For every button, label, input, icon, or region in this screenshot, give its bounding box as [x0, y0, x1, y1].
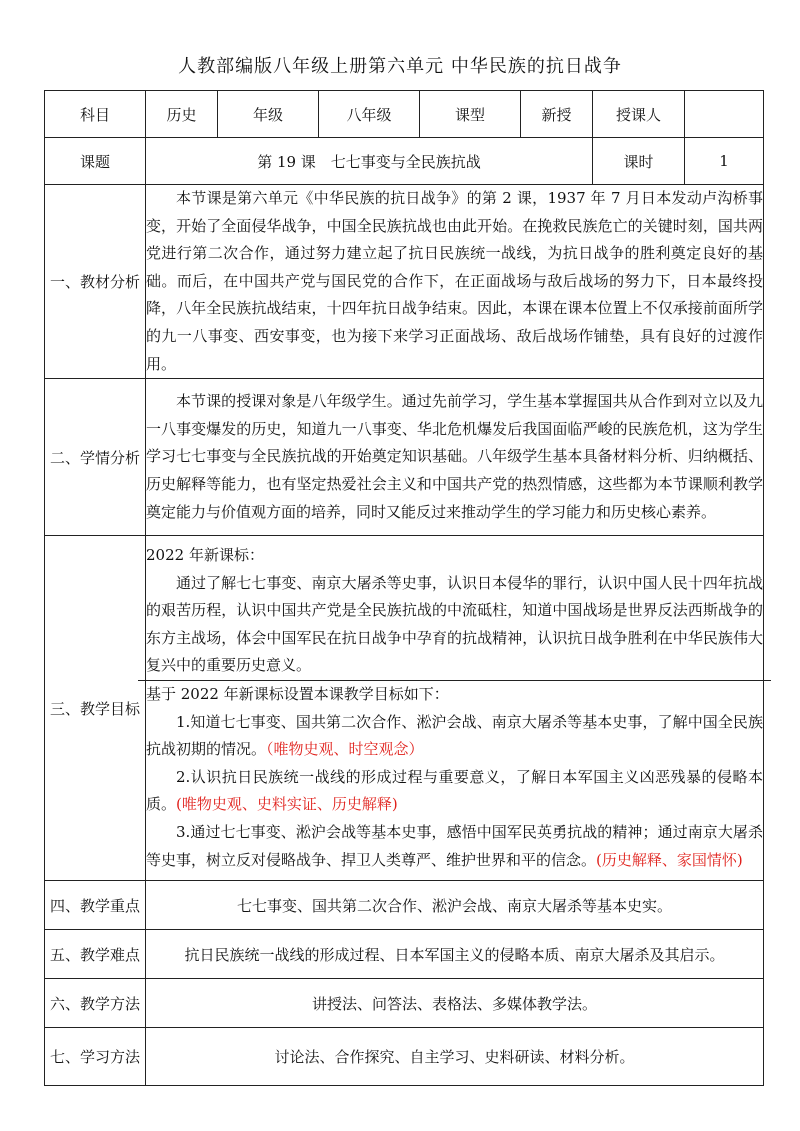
header-row [45, 91, 764, 138]
section-key-points [45, 881, 764, 930]
subject-label: 科目 [45, 91, 146, 138]
section-teaching-methods [45, 979, 764, 1028]
section-learners [45, 379, 764, 536]
goal-item [146, 764, 763, 819]
section-difficulties [45, 930, 764, 979]
difficulties-text: 抗日民族统一战线的形成过程、日本军国主义的侵略本质、南京大屠杀及其启示。 [146, 930, 764, 979]
textbook-content [146, 185, 764, 379]
difficulties-label: 五、教学难点 [45, 930, 146, 979]
goal-tag: (历史解释、家国情怀) [596, 850, 743, 869]
key-points-text: 七七事变、国共第二次合作、淞沪会战、南京大屠杀等基本史实。 [146, 881, 764, 930]
learning-methods-label: 七、学习方法 [45, 1028, 146, 1086]
hours-value: 1 [685, 138, 764, 185]
grade-value: 八年级 [319, 91, 420, 138]
topic-value: 第 19 课 七七事变与全民族抗战 [146, 138, 593, 185]
goal-tag: （唯物史观、时空观念） [266, 740, 424, 759]
textbook-label: 一、教材分析 [45, 185, 146, 379]
teaching-methods-label: 六、教学方法 [45, 979, 146, 1028]
lesson-plan-table [44, 90, 764, 1086]
type-label: 课型 [420, 91, 521, 138]
goal-item [146, 709, 763, 764]
textbook-text: 本节课是第六单元《中华民族的抗日战争》的第 2 课，1937 年 7 月日本发动卢沟桥事变，开始了全面侵华战争，中国全民族抗战也由此开始。在挽救民族危亡的关键时刻，国共两党进行第二次合作，通过努力建立起了抗日民族统一战线，为抗日战争的胜利奠定良好的基础。而后，在中国共产党与国民党的合作下，在正面战场与敌后战场的努力下，日本最终投降，八年全民族抗战结束，十四年抗日战争结束。因此，本课在课本位置上不仅承接前面所学的九一八事变、西安事变，也为接下来学习正面战场、敌后战场作铺垫，具有良好的过渡作用。 [146, 189, 763, 373]
teacher-label: 授课人 [593, 91, 685, 138]
learning-methods-text: 讨论法、合作探究、自主学习、史料研读、材料分析。 [146, 1028, 764, 1086]
learners-label: 二、学情分析 [45, 379, 146, 536]
goal-tag: (唯物史观、史料实证、历史解释) [176, 795, 398, 814]
section-objectives [45, 536, 764, 881]
goal-item [146, 819, 763, 874]
standard-heading: 2022 年新课标： [146, 546, 264, 565]
teacher-value [685, 91, 764, 138]
topic-label: 课题 [45, 138, 146, 185]
topic-row [45, 138, 764, 185]
teaching-methods-text: 讲授法、问答法、表格法、多媒体教学法。 [146, 979, 764, 1028]
key-points-label: 四、教学重点 [45, 881, 146, 930]
learners-text: 本节课的授课对象是八年级学生。通过先前学习，学生基本掌握国共从合作到对立以及九一八事变爆发的历史，知道九一八事变、华北危机爆发后我国面临严峻的民族危机，这为学生学习七七事变与全民族抗战的开始奠定知识基础。八年级学生基本具备材料分析、归纳概括、历史解释等能力，也有坚定热爱社会主义和中国共产党的热烈情感，这些都为本节课顺利教学奠定能力与价值观方面的培养，同时又能反过来推动学生的学习能力和历史核心素养。 [146, 392, 763, 521]
hours-label: 课时 [593, 138, 685, 185]
grade-label: 年级 [218, 91, 319, 138]
objectives-content [146, 536, 764, 881]
document-title: 人教部编版八年级上册第六单元 中华民族的抗日战争 [178, 56, 622, 77]
goals-heading: 基于 2022 年新课标设置本课教学目标如下： [146, 685, 449, 704]
goal-text: 2.认识抗日民族统一战线的形成过程与重要意义，了解日本军国主义凶恶残暴的侵略本质。 [146, 767, 763, 814]
type-value: 新授 [521, 91, 593, 138]
learners-content [146, 379, 764, 536]
section-textbook [45, 185, 764, 379]
objectives-label: 三、教学目标 [45, 536, 146, 881]
standard-text: 通过了解七七事变、南京大屠杀等史事，认识日本侵华的罪行，认识中国人民十四年抗战的艰苦历程，认识中国共产党是全民族抗战的中流砥柱，知道中国战场是世界反法西斯战争的东方主战场，体会中国军民在抗日战争中孕育的抗战精神，认识抗日战争胜利在中华民族伟大复兴中的重要历史意义。 [146, 573, 763, 675]
goal-text: 1.知道七七事变、国共第二次合作、淞沪会战、南京大屠杀等基本史事，了解中国全民族抗战初期的情况。 [146, 712, 763, 759]
subject-value: 历史 [146, 91, 218, 138]
goal-text: 3.通过七七事变、淞沪会战等基本史事，感悟中国军民英勇抗战的精神；通过南京大屠杀等史事，树立反对侵略战争、捍卫人类尊严、维护世界和平的信念。 [146, 823, 763, 869]
section-learning-methods [45, 1028, 764, 1086]
